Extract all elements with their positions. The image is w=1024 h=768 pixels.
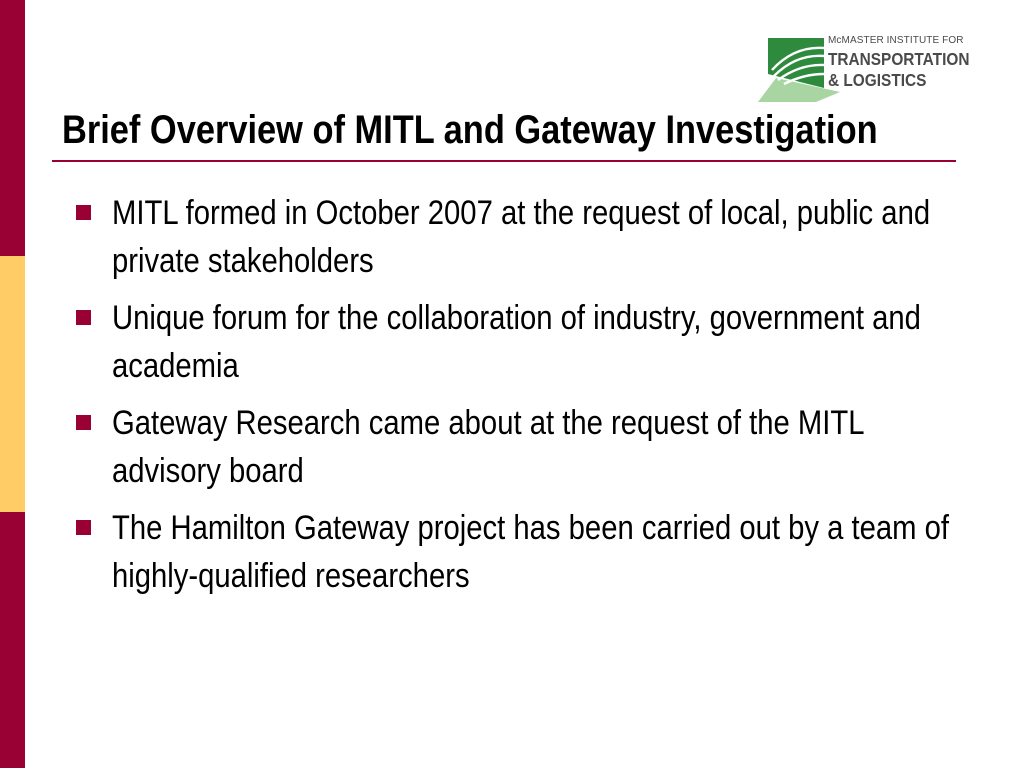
bullet-item <box>76 399 976 495</box>
logo-line-institute: McMASTER INSTITUTE FOR <box>828 35 964 46</box>
title-divider <box>52 160 956 162</box>
side-bar-middle <box>0 256 25 512</box>
side-bar-bottom <box>0 512 25 768</box>
side-bar-top <box>0 0 25 256</box>
bullet-list <box>76 189 976 609</box>
bullet-item <box>76 504 976 600</box>
square-bullet-icon <box>76 415 91 430</box>
bullet-text: Unique forum for the collaboration of industry, government and academia <box>112 299 921 385</box>
logo-line-transportation: TRANSPORTATION <box>828 49 970 69</box>
bullet-text: Gateway Research came about at the request of the MITL advisory board <box>112 404 864 490</box>
slide-title: Brief Overview of MITL and Gateway Investigation <box>62 108 878 152</box>
bullet-item <box>76 189 976 285</box>
bullet-text: MITL formed in October 2007 at the request of local, public and private stakeholders <box>112 194 931 280</box>
bullet-text: The Hamilton Gateway project has been carried out by a team of highly-qualified researchers <box>112 509 950 595</box>
mitl-logo <box>754 34 976 106</box>
square-bullet-icon <box>76 205 91 220</box>
bullet-item <box>76 294 976 390</box>
square-bullet-icon <box>76 310 91 325</box>
square-bullet-icon <box>76 520 91 535</box>
logo-line-logistics: & LOGISTICS <box>828 69 927 90</box>
